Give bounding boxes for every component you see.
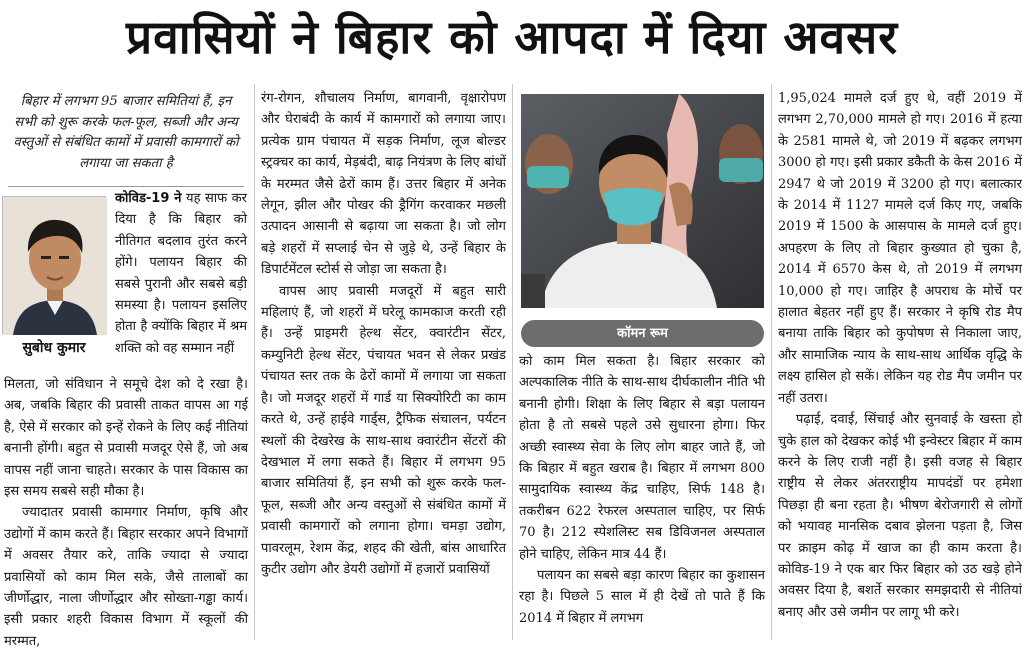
column-divider [771, 84, 772, 640]
paragraph: वापस आए प्रवासी मजदूरों में बहुत सारी महिलाएं हैं, जो शहरों में घरेलू कामकाज करती रही हैं। उन्हें प्राइमरी हेल्थ सेंटर, क्वारंटीन सेंटर, कम्युनिटी हेल्थ सेंटर, पंचायत भवन से लेकर प्रखंड पंचायत स्तर तक के ढेरों कामों में लगाया जा सकता है। जो मजदूर शहरों में गार्ड या सिक्योरिटी का काम करते थे, उन्हें हाईवे गार्ड्स, ट्रैफिक संचालन, पर्यटन स्थलों की देखरेख के साथ-साथ क्वारंटीन सेंटरों की देखभाल में लगा सकते हैं। बिहार में लगभग 95 बाजार समितियां हैं, इन सभी को शुरू करके फल-फूल, सब्जी और अन्य वस्तुओं से संबंधित कामों में प्रवासी कामगारों को लगाना होगा। चमड़ा उद्योग, पावरलूम, रेशम केंद्र, शहद की खेती, बांस आधारित कुटीर उद्योग और डेयरी उद्योगों में हजारों प्रवासियों [261, 283, 506, 577]
paragraph: मिलता, जो संविधान ने समूचे देश को दे रखा है। अब, जबकि बिहार की प्रवासी ताकत वापस आ गई है, ऐसे में सरकार को इन्हें रोकने के लिए कई नीतियां बनानी होंगी। बहुत से प्रवासी मजदूर ऐसे हैं, जो अब वापस नहीं जाना चाहते। सरकार के पास विकास का इस समय सबसे सही मौका है। [4, 377, 248, 500]
section-tag: कॉमन रूम [521, 320, 764, 347]
article-photo [521, 94, 764, 308]
pull-quote: बिहार में लगभग 95 बाजार समितियां हैं, इन सभी को शुरू करके फल-फूल, सब्जी और अन्य वस्तुओं से संबंधित कामों में प्रवासी कामगारों को लगाया जा सकता है [13, 94, 239, 171]
paragraph: पलायन का सबसे बड़ा कारण बिहार का कुशासन रहा है। पिछले 5 साल में ही देखें तो पाते हैं कि 2014 में बिहार में लगभग [519, 568, 765, 626]
paragraph: ज्यादातर प्रवासी कामगार निर्माण, कृषि और उद्योगों में काम करते हैं। बिहार सरकार अपने विभागों में अवसर तैयार करे, ताकि ज्यादा से ज्यादा प्रवासियों को काम मिल सके, जैसे तालाबों का जीर्णोद्धार, नाला जीर्णोद्धार और सोख्ता-गड्ढा कार्य। इसी प्रकार शहरी विकास विभाग में स्कूलों की मरम्मत, [4, 505, 248, 649]
lead-text: यह साफ कर दिया है कि बिहार को नीतिगत बदलाव तुरंत करने होंगे। पलायन बिहार की सबसे पुरानी और सबसे बड़ी समस्या है। पलायन इसलिए होता है क्योंकि बिहार में श्रम शक्ति को वह सम्मान नहीं [115, 191, 247, 356]
paragraph: रंग-रोगन, शौचालय निर्माण, बागवानी, वृक्षारोपण और घेराबंदी के कार्य में कामगारों को लगाया जाए। प्रत्येक ग्राम पंचायत में सड़क निर्माण, लूज बोल्डर स्ट्रक्चर का कार्य, मेड़बंदी, बाढ़ नियंत्रण के लिए बांधों के मरम्मत जैसे ढेरों काम हैं। उत्तर बिहार में अनेक लेगून, झील और पोखर की ड्रैगिंग करवाकर मछली उत्पादन आसानी से बढ़ाया जा सकता है। जो लोग बड़े शहरों में सप्लाई चेन से जुड़े थे, उन्हें बिहार के डिपार्टमेंटल स्टोर्स से जोड़ा जा सकता है। [261, 91, 506, 278]
article-headline: प्रवासियों ने बिहार को आपदा में दिया अवसर [125, 10, 899, 64]
author-photo [2, 196, 106, 334]
article-column-4 [778, 88, 1022, 640]
pull-quote-rule [8, 186, 244, 187]
article-column-1 [4, 374, 248, 649]
lead-bold-text: कोविड-19 ने [115, 191, 182, 206]
lead-paragraph [115, 188, 247, 359]
author-name: सुबोध कुमार [22, 340, 86, 356]
author-portrait-image [3, 197, 107, 335]
paragraph: को काम मिल सकता है। बिहार सरकार को अल्पकालिक नीति के साथ-साथ दीर्घकालीन नीति भी बनानी होगी। शिक्षा के लिए बिहार से बड़ा पलायन होता है तो सबसे पहले उसे सुधारना होगा। फिर अच्छी स्वास्थ्य सेवा के लिए लोग बाहर जाते हैं, जो कि बिहार में बहुत खराब है। बिहार में लगभग 800 सामुदायिक स्वास्थ्य केंद्र चाहिए, सिर्फ 148 है। तकरीबन 622 रेफरल अस्पताल चाहिए, पर सिर्फ 70 है। 212 स्पेशलिस्ट सब डिविजनल अस्पताल होने चाहिए, लेकिन मात्र 44 हैं। [519, 354, 765, 562]
migrant-worker-photo [521, 94, 764, 308]
column-divider [512, 84, 513, 640]
column-divider [254, 84, 255, 640]
article-column-3 [519, 351, 765, 640]
article-column-2 [261, 88, 506, 640]
paragraph: पढ़ाई, दवाई, सिंचाई और सुनवाई के खस्ता हो चुके हाल को देखकर कोई भी इन्वेस्टर बिहार में काम करने के लिए राजी नहीं है। इसी वजह से बिहार राष्ट्रीय से लेकर अंतरराष्ट्रीय मापदंडों पर हमेशा पिछड़ा ही बना रहता है। भीषण बेरोजगारी से लोगों को भयावह मानसिक दबाव झेलना पड़ता है, जिस पर क्राइम कोढ़ में खाज का ही काम करता है। कोविड-19 ने एक बार फिर बिहार को उठ खड़े होने अवसर दिया है, बशर्ते सरकार समझदारी से नीतियां बनाए और उसे जमीन पर लागू भी करे। [778, 412, 1022, 620]
paragraph: 1,95,024 मामले दर्ज हुए थे, वहीं 2019 में लगभग 2,70,000 मामले हो गए। 2016 में हत्या के 2581 मामले थे, जो 2019 में बढ़कर लगभग 3000 हो गए। इसी प्रकार डकैती के केस 2016 में 2947 थे जो 2019 में 3200 हो गए। बलात्कार के 2014 में 1127 मामले दर्ज किए गए, जबकि 2019 में 1500 के आसपास के मामले दर्ज हुए। अपहरण के लिए तो बिहार कुख्यात हो चुका है, 2014 में 6570 केस थे, तो 2019 में लगभग 10,000 हो गए। जाहिर है अपराध के मोर्चे पर हालात बेहतर नहीं हुए हैं। सरकार ने कृषि रोड मैप बनाया ताकि बिहार को कुपोषण से निकाला जाए, और सामाजिक न्याय के साथ-साथ आर्थिक वृद्धि के लक्ष्य हासिल हो सकें। लेकिन यह रोड मैप जमीन पर नहीं उतरा। [778, 91, 1022, 406]
